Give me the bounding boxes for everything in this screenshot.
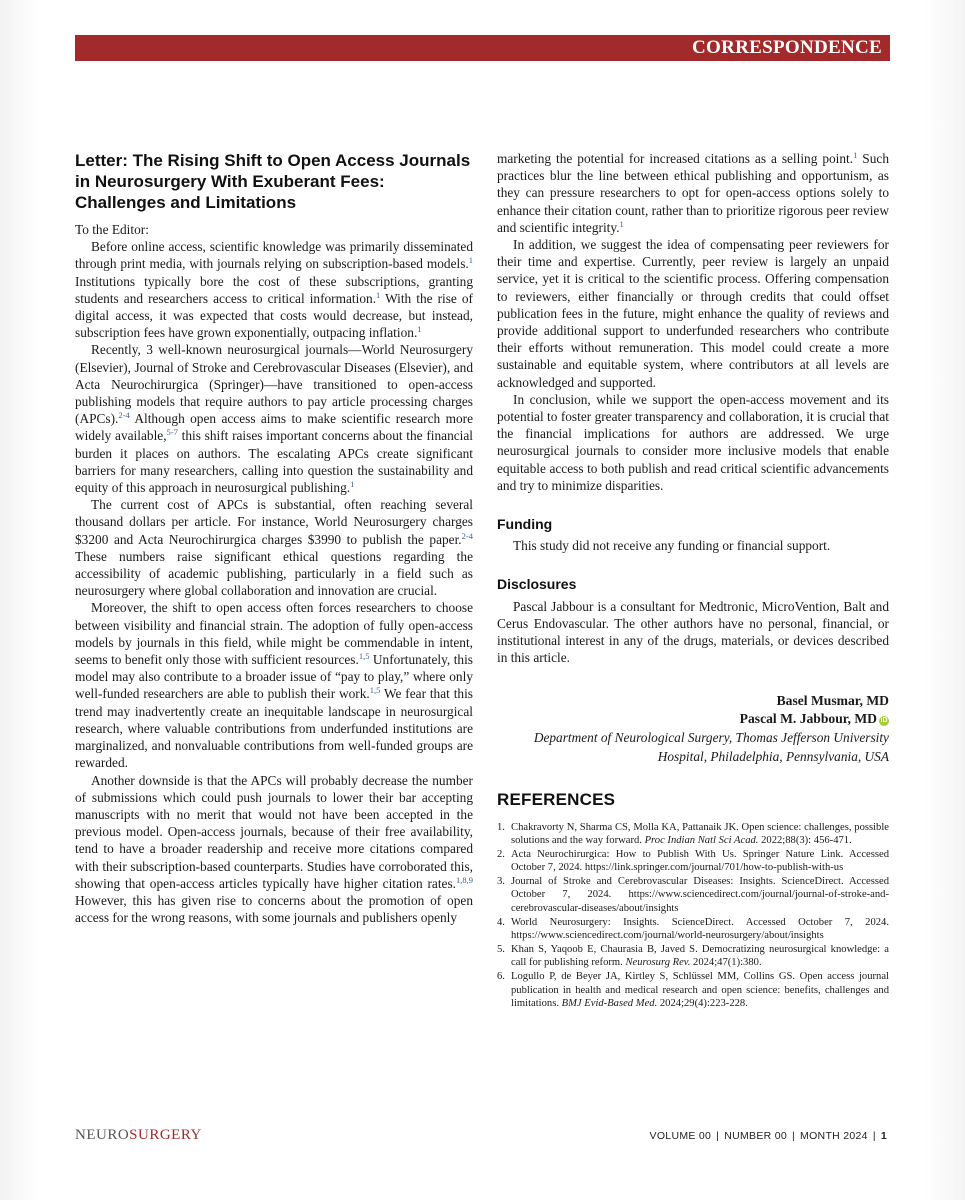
text-run: 2022;88(3): 456-471. — [758, 835, 852, 847]
reference-number: 5. — [497, 943, 505, 955]
reference-item — [497, 970, 889, 1011]
separator: | — [792, 1130, 796, 1142]
reference-item — [497, 916, 889, 943]
body-paragraph — [75, 238, 473, 341]
citation-superscript[interactable]: 1,5 — [369, 685, 381, 696]
reference-item — [497, 943, 889, 970]
right-body-text — [497, 150, 889, 494]
author-name-row — [497, 710, 889, 727]
text-run: We fear that this trend may inadvertently create an inequitable landscape in neurosurgical research, where valuable contributions from underfunded institutions are marginalized, and nonvaluable contributions from well-funded groups are rewarded. — [75, 686, 473, 771]
text-run: Journal of Stroke and Cerebrovascular Diseases: Insights. ScienceDirect. Accessed October 7, 2024. https://www.sciencedirect.com/journal/journal-of-stroke-and-cerebrovascular-diseases/about/insights — [511, 875, 889, 915]
text-run: Recently, 3 well-known neurosurgical journals—World Neurosurgery (Elsevier), Journal of Stroke and Cerebrovascular Diseases (Elsevier), and Acta Neurochirurgica (Springer)—have transitioned to open-access publishing models that require authors to pay article processing charges (APCs). — [75, 342, 473, 427]
text-run: Institutions typically bore the cost of these subscriptions, granting students and researchers access to critical information. — [75, 273, 473, 306]
funding-heading: Funding — [497, 516, 553, 533]
orcid-icon[interactable]: iD — [880, 716, 888, 724]
citation-superscript[interactable]: 2-4 — [118, 410, 130, 421]
citation-superscript[interactable]: 1,5 — [358, 651, 370, 662]
journal-logo — [75, 1127, 202, 1144]
text-run: With the rise of digital access, it was expected that costs would decrease, but instead, subscription fees have grown exponentially, outpacing inflation. — [75, 290, 473, 341]
footer-issue-info — [650, 1130, 887, 1142]
citation-superscript[interactable]: 1 — [619, 218, 624, 229]
text-run: However, this has given rise to concerns about the promotion of open access for the wrong reasons, with some journals and publishers openly — [75, 892, 473, 926]
text-run: Another downside is that the APCs will probably decrease the number of submissions which could push journals to lower their bar accepting manuscripts with no merit that would not have been accepted in the previous model. Open-access journals, because of their free availability, tend to have a broader readership and receive more citations compared with their subscription-based counterparts. Studies have corroborated this, showing that open-access articles typically have higher citation rates. — [75, 772, 473, 891]
citation-superscript[interactable]: 5-7 — [166, 427, 178, 438]
article-title: Letter: The Rising Shift to Open Access Journals in Neurosurgery With Exuberant Fees: Challenges and Limitations — [75, 151, 471, 212]
reference-text — [511, 916, 889, 943]
citation-superscript[interactable]: 1 — [417, 324, 422, 335]
author-name: Basel Musmar, MD — [776, 693, 889, 709]
body-paragraph — [75, 599, 473, 771]
citation-superscript[interactable]: 1 — [853, 150, 858, 160]
page-number: 1 — [880, 1130, 887, 1142]
text-run: Moreover, the shift to open access often forces researchers to choose between visibility and financial strain. The adoption of fully open-access models by journals in this field, while might be commendable in intent, seems to benefit only those with sufficient resources. — [75, 600, 473, 668]
reference-number: 1. — [497, 821, 505, 833]
volume-label: VOLUME 00 — [649, 1130, 712, 1142]
text-run: Khan S, Yaqoob E, Chaurasia B, Javed S. Democratizing neurosurgical knowledge: a call for publishing reform. — [511, 943, 889, 969]
text-run: marketing the potential for increased citations as a selling point. — [497, 151, 854, 166]
text-run: World Neurosurgery: Insights. ScienceDirect. Accessed October 7, 2024. https://www.sciencedirect.com/journal/world-neurosurgery/about/insights — [511, 916, 889, 942]
author-name: Pascal M. Jabbour, MD — [739, 710, 877, 726]
body-paragraph — [497, 150, 889, 236]
separator: | — [872, 1130, 876, 1142]
text-run: Such practices blur the line between ethical publishing and opportunism, as they can pressure researchers to opt for open-access options solely to enhance their citation count, rather than to prioritize rigorous peer review and scientific integrity. — [497, 151, 889, 235]
text-run: These numbers raise significant ethical questions regarding the accessibility of academic publishing, particularly in a field such as neurosurgery where global collaboration and innovation are crucial. — [75, 548, 473, 599]
reference-number: 6. — [497, 971, 505, 983]
citation-superscript[interactable]: 1 — [468, 255, 473, 266]
reference-number: 3. — [497, 875, 505, 887]
reference-text — [511, 943, 889, 970]
text-run: Although open access aims to make scientific research more widely available, — [75, 411, 473, 444]
funding-text: This study did not receive any funding or financial support. — [513, 538, 831, 554]
separator: | — [716, 1130, 720, 1142]
journal-abbrev: BMJ Evid-Based Med. — [561, 998, 658, 1010]
salutation: To the Editor: — [75, 222, 149, 237]
left-body-text — [75, 238, 473, 926]
reference-text — [511, 875, 889, 916]
text-run: Logullo P, de Beyer JA, Kirtley S, Schlüssel MM, Collins GS. Open access journal publication in health and medical research and open science: benefits, challenges and limitations. — [511, 971, 889, 1010]
logo-part: NEURO — [75, 1127, 130, 1143]
reference-number: 4. — [497, 916, 505, 928]
references-heading: REFERENCES — [497, 790, 616, 810]
reference-text — [511, 821, 889, 848]
number-label: NUMBER 00 — [724, 1130, 788, 1142]
text-run: 2024;29(4):223-228. — [657, 998, 748, 1010]
body-paragraph — [75, 341, 473, 496]
affiliation-line: Hospital, Philadelphia, Pennsylvania, USA — [657, 749, 889, 765]
text-run: The current cost of APCs is substantial, often reaching several thousand dollars per article. For instance, World Neurosurgery charges $3200 and Acta Neurochirurgica charges $3990 to publish the paper. — [75, 497, 473, 547]
reference-text — [511, 848, 889, 875]
disclosures-heading: Disclosures — [497, 576, 577, 593]
body-paragraph — [75, 496, 473, 599]
text-run: 2024;47(1):380. — [690, 957, 762, 969]
reference-number: 2. — [497, 848, 505, 860]
logo-part: SURGERY — [129, 1127, 202, 1143]
month-label: MONTH 2024 — [800, 1130, 868, 1142]
reference-text — [511, 970, 889, 1011]
citation-superscript[interactable]: 2-4 — [461, 530, 473, 541]
citation-superscript[interactable]: 1,8,9 — [456, 874, 473, 885]
citation-superscript[interactable]: 1 — [376, 289, 381, 300]
disclosures-text: Pascal Jabbour is a consultant for Medtronic, MicroVention, Balt and Cerus Endovascular. The other authors have no personal, financial, or institutional interest in any of the drugs, materials, or devices described in this article. — [497, 598, 889, 666]
signature-block — [497, 692, 889, 765]
text-run: Unfortunately, this model may also contribute to a broader issue of “pay to play,” where only well-funded researchers are able to publish their work. — [75, 652, 473, 702]
body-paragraph — [497, 391, 889, 494]
citation-superscript[interactable]: 1 — [350, 479, 355, 490]
text-run: this shift raises important concerns about the financial burden it places on authors. The escalating APCs create significant barriers for many researchers, calling into question the sustainability and equity of this approach in neurosurgical publishing. — [75, 428, 474, 496]
body-paragraph — [75, 772, 473, 927]
right-column — [497, 150, 889, 1011]
section-label: CORRESPONDENCE — [692, 37, 882, 58]
text-run: In conclusion, while we support the open-access movement and its potential to foster greater transparency and collaboration, it is crucial that the financial implications for authors are addressed. We urge neurosurgical journals to consider more inclusive models that enable equitable access to both publish and read critical scientific advancements and try to minimize disparities. — [497, 391, 889, 493]
text-run: In addition, we suggest the idea of compensating peer reviewers for their time and expertise. Currently, peer review is largely an unpaid service, yet it is critical to the scientific process. Offering compensation to reviewers, either financially or through credits that could offset publication fees in the future, might enhance the quality of reviews and provide additional support to underfunded researchers who contribute their efforts without remuneration. This model could create a more sustainable and equitable system, where contributors at all levels are acknowledged and supported. — [497, 237, 889, 390]
text-run: Acta Neurochirurgica: How to Publish With Us. Springer Nature Link. Accessed October 7, 2024. https://link.springer.com/journal/701/how-to-publish-with-us — [511, 848, 889, 874]
reference-item — [497, 821, 889, 848]
text-run: Before online access, scientific knowledge was primarily disseminated through print media, with journals relying on subscription-based models. — [75, 239, 473, 272]
journal-abbrev: Proc Indian Natl Sci Acad. — [644, 835, 759, 847]
reference-item — [497, 875, 889, 916]
text-run: Chakravorty N, Sharma CS, Molla KA, Pattanaik JK. Open science: challenges, possible solutions and the way forward. — [511, 821, 889, 847]
journal-abbrev: Neurosurg Rev. — [625, 957, 691, 969]
section-banner — [75, 35, 890, 61]
left-column — [75, 150, 473, 926]
references-list — [497, 821, 889, 1011]
reference-item — [497, 848, 889, 875]
body-paragraph — [497, 236, 889, 391]
affiliation-line: Department of Neurological Surgery, Thomas Jefferson University — [533, 729, 889, 745]
